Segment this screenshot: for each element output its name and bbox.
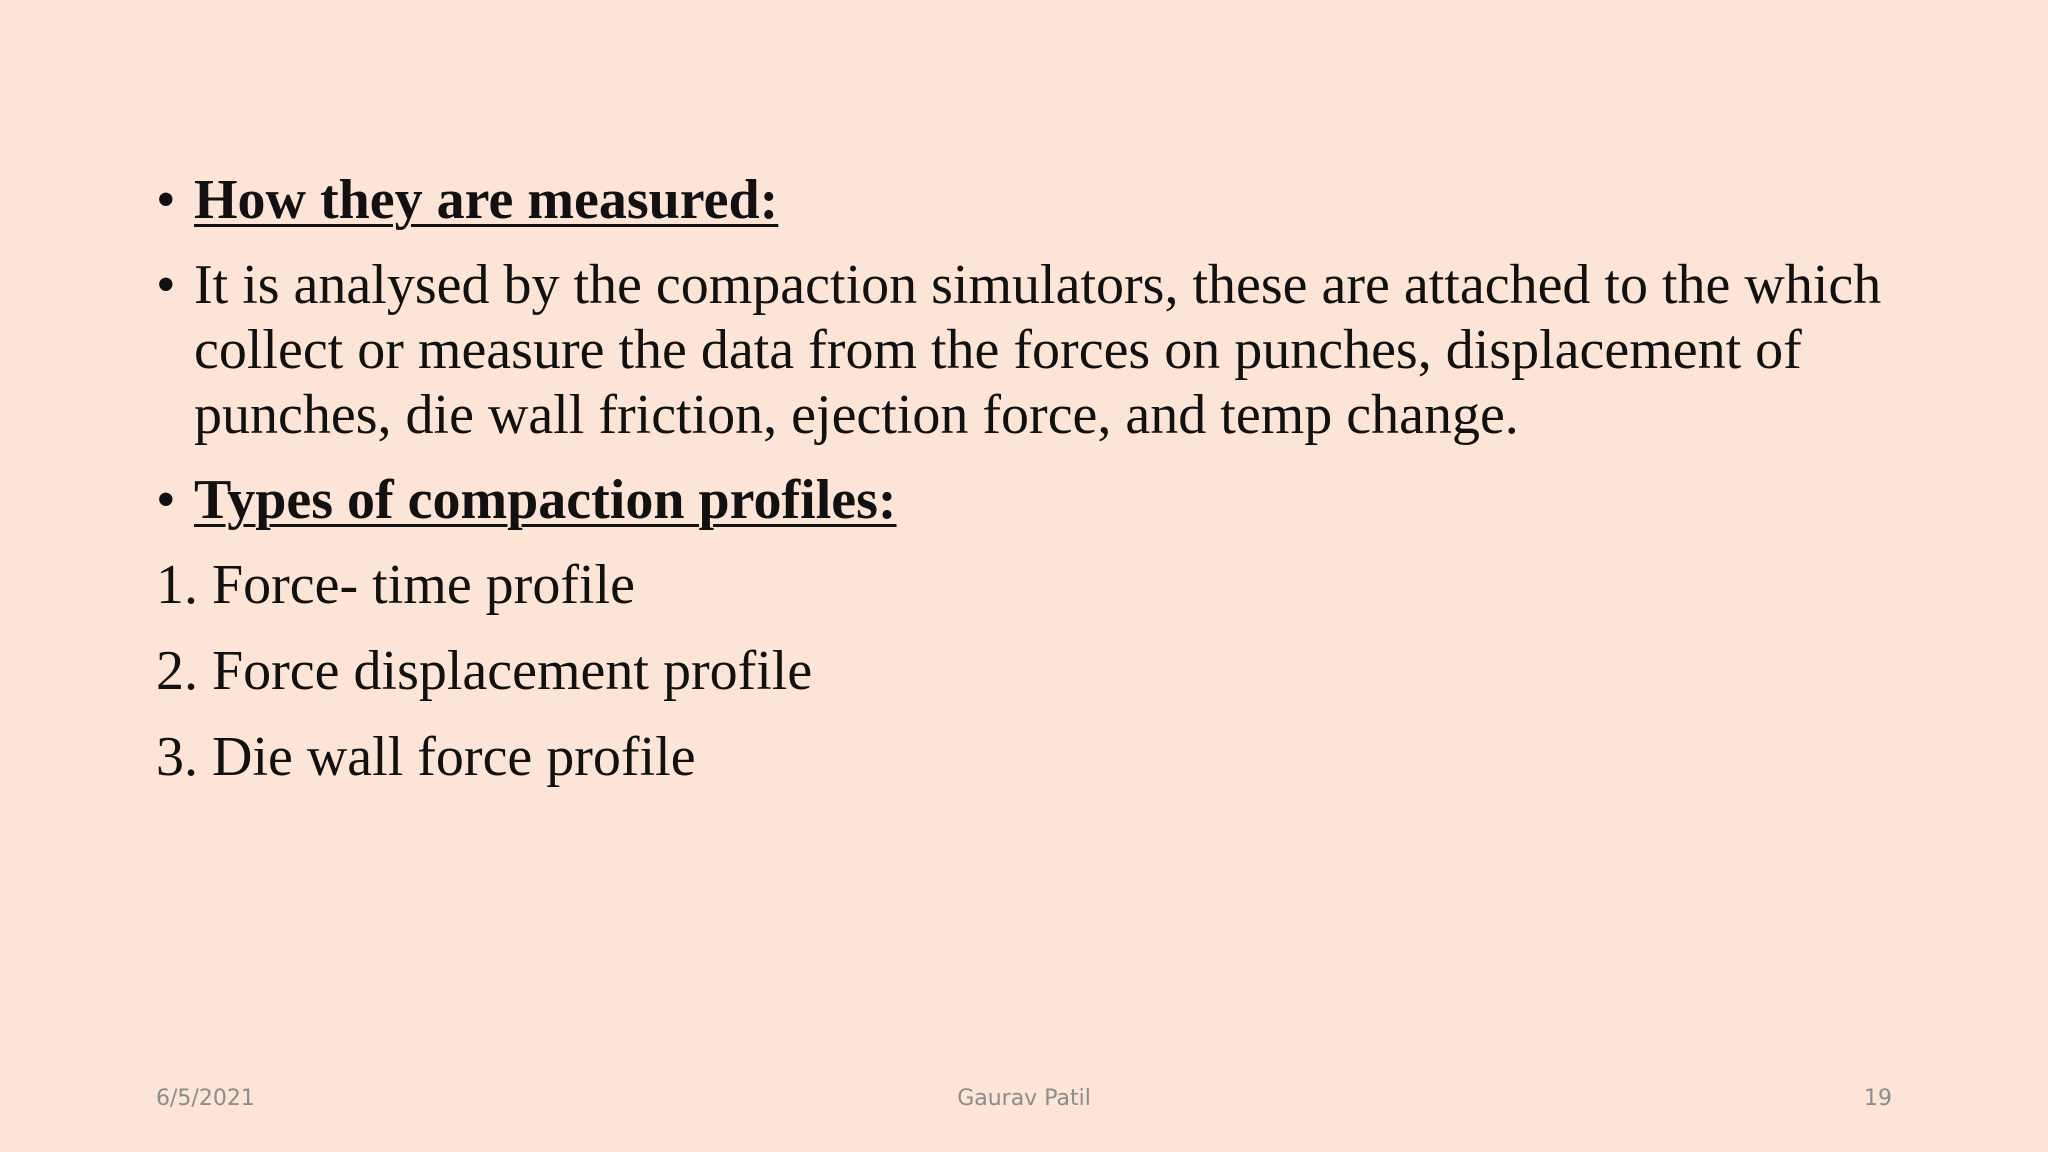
bullet-marker: •: [156, 169, 176, 231]
footer-author: Gaurav Patil: [957, 1086, 1091, 1111]
heading-how-measured: How they are measured:: [194, 169, 779, 231]
item-text: Die wall force profile: [212, 726, 696, 788]
numbered-item-die-wall-force: [156, 725, 1916, 790]
item-text: Force displacement profile: [212, 640, 813, 702]
item-number: 2.: [156, 640, 198, 702]
bullet-heading-how-measured: [156, 168, 1916, 233]
footer-date: 6/5/2021: [156, 1086, 255, 1111]
bullet-marker: •: [156, 254, 176, 316]
footer-page-number: 19: [1864, 1086, 1892, 1111]
item-text: Force- time profile: [212, 554, 635, 616]
heading-profile-types: Types of compaction profiles:: [194, 469, 897, 531]
numbered-item-force-displacement: [156, 639, 1916, 704]
paragraph-analysis: It is analysed by the compaction simulators, these are attached to the which collect or measure the data from the forces on punches, displacement of punches, die wall friction, ejection force, and temp change.: [194, 254, 1882, 446]
numbered-item-force-time: [156, 553, 1916, 618]
item-number: 1.: [156, 554, 198, 616]
slide-content: [156, 168, 1916, 790]
bullet-heading-profile-types: [156, 468, 1916, 533]
bullet-marker: •: [156, 469, 176, 531]
item-number: 3.: [156, 726, 198, 788]
bullet-paragraph-analysis: [156, 253, 1916, 448]
